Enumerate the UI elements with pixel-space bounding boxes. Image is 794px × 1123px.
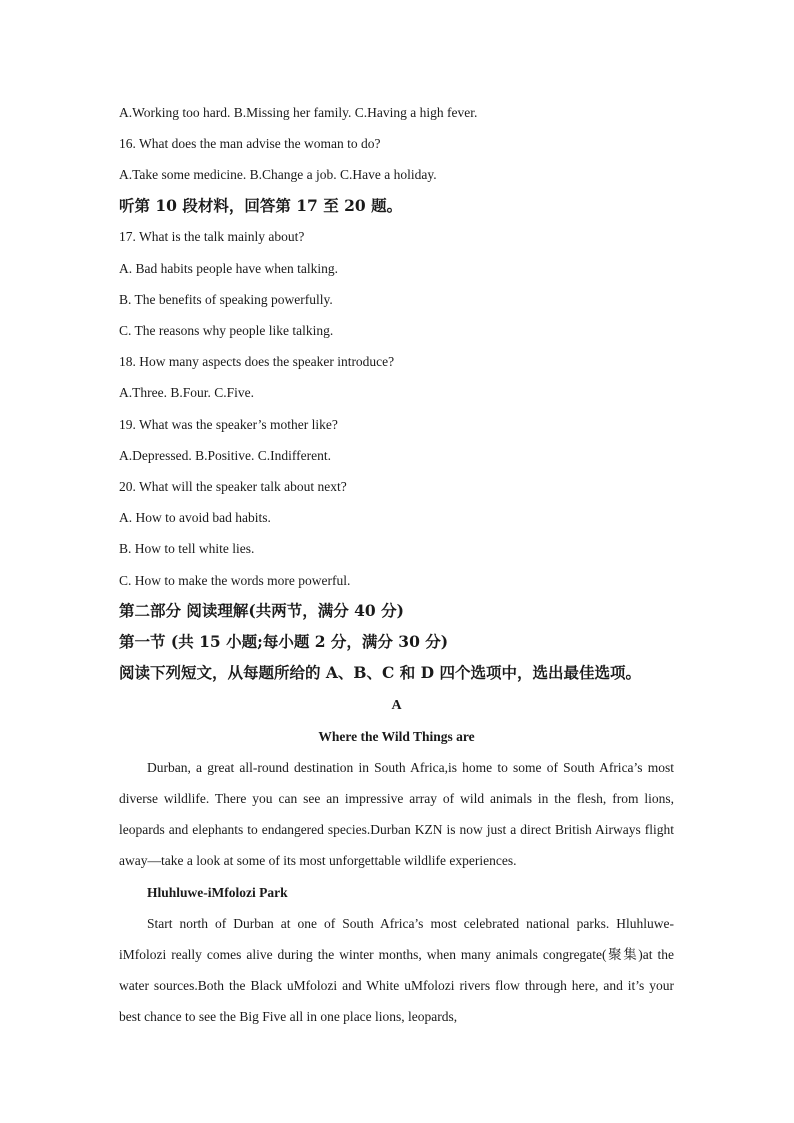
passage-paragraph-1: Durban, a great all-round destination in South Africa,is home to some of South Africa’s most diverse wildlife. There you can see an impressive array of wild animals in the flesh, from lions, leopards and elephants to endangered species.Durban KZN is now just a direct British Airways flight away—take a look at some of its most unforgettable wildlife experiences. xyxy=(119,760,674,868)
question-19: 19. What was the speaker’s mother like? xyxy=(119,417,338,432)
question-20-option-b: B. How to tell white lies. xyxy=(119,541,255,556)
section-10-instruction: 听第 10 段材料，回答第 17 至 20 题。 xyxy=(119,196,403,215)
passage-letter: A xyxy=(391,698,402,713)
question-19-options: A.Depressed. B.Positive. C.Indifferent. xyxy=(119,448,331,463)
question-17-option-b: B. The benefits of speaking powerfully. xyxy=(119,292,333,307)
passage-paragraph-2: Start north of Durban at one of South Africa’s most celebrated national parks. Hluhluwe-iMfolozi really comes alive during the winter months, when many animals congregate(聚集)at the water sources.Both the Black uMfolozi and White uMfolozi rivers flow through here, and it’s your best chance to see the Big Five all in one place lions, leopards, xyxy=(119,916,674,1024)
passage-title: Where the Wild Things are xyxy=(318,729,475,744)
question-18-options: A.Three. B.Four. C.Five. xyxy=(119,385,254,400)
reading-part-title: 第二部分 阅读理解(共两节，满分 40 分) xyxy=(119,601,404,620)
question-17: 17. What is the talk mainly about? xyxy=(119,229,305,244)
question-17-option-c: C. The reasons why people like talking. xyxy=(119,323,334,338)
passage-subheading-1: Hluhluwe-iMfolozi Park xyxy=(147,885,288,900)
question-20-option-a: A. How to avoid bad habits. xyxy=(119,510,271,525)
question-16-options: A.Take some medicine. B.Change a job. C.Have a holiday. xyxy=(119,167,437,182)
question-15-options: A.Working too hard. B.Missing her family. C.Having a high fever. xyxy=(119,105,478,120)
question-17-option-a: A. Bad habits people have when talking. xyxy=(119,261,338,276)
question-20-option-c: C. How to make the words more powerful. xyxy=(119,573,351,588)
question-18: 18. How many aspects does the speaker introduce? xyxy=(119,354,395,369)
reading-instruction: 阅读下列短文，从每题所给的 A、B、C 和 D 四个选项中，选出最佳选项。 xyxy=(119,663,641,682)
question-16: 16. What does the man advise the woman to do? xyxy=(119,136,381,151)
reading-section-title: 第一节 (共 15 小题;每小题 2 分，满分 30 分) xyxy=(119,632,449,651)
question-20: 20. What will the speaker talk about next? xyxy=(119,479,347,494)
